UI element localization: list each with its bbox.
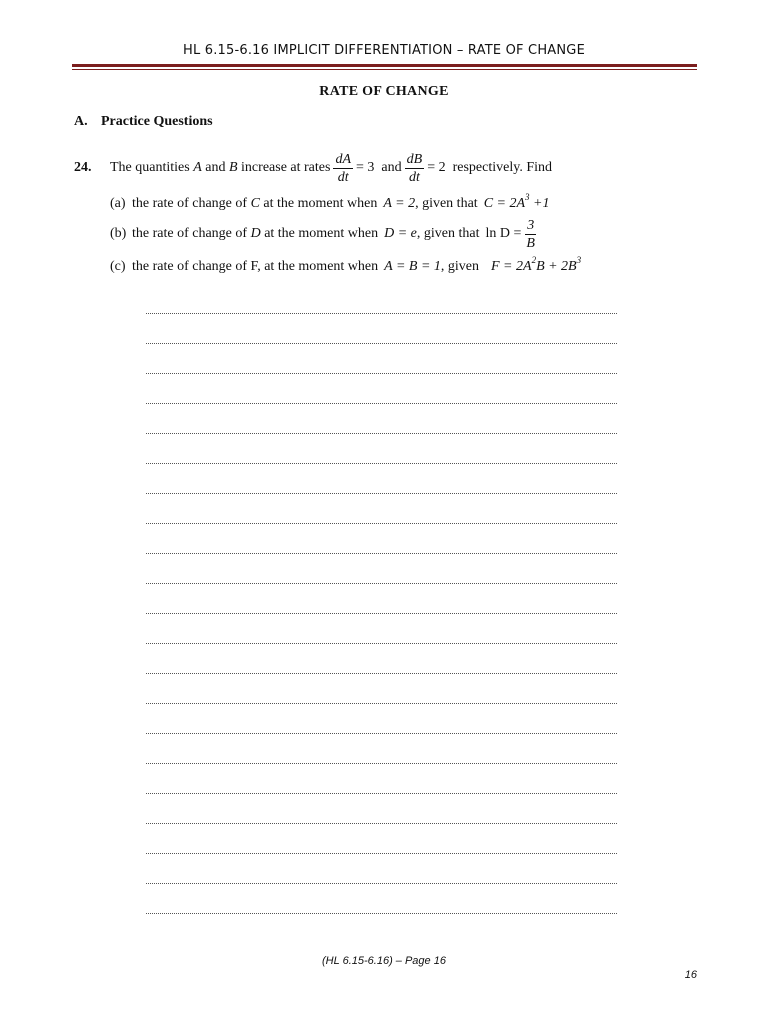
part-label: (a) — [110, 196, 126, 211]
answer-line[interactable] — [146, 583, 617, 613]
intro-and-2: and — [381, 160, 402, 175]
question-intro — [110, 146, 552, 190]
answer-line[interactable] — [146, 793, 617, 823]
rate-b-value: = 2 — [427, 160, 446, 175]
part-condition: D = e — [384, 226, 417, 241]
answer-line[interactable] — [146, 553, 617, 583]
part-text-2: at the moment when — [264, 226, 379, 241]
answer-line[interactable] — [146, 703, 617, 733]
answer-line[interactable] — [146, 733, 617, 763]
part-label: (c) — [110, 259, 126, 274]
answer-line[interactable] — [146, 853, 617, 883]
header-rule-thin — [72, 69, 697, 70]
part-text-2: at the moment when — [263, 196, 378, 211]
answer-line[interactable] — [146, 613, 617, 643]
answer-line[interactable] — [146, 373, 617, 403]
rate-a-value: = 3 — [356, 160, 375, 175]
formula-exponent-2: 3 — [576, 255, 582, 265]
answer-lines — [146, 313, 617, 943]
var-a: A — [193, 160, 202, 175]
fraction-denominator: B — [526, 235, 535, 251]
formula-lhs: C = 2A — [483, 196, 526, 211]
part-var: C — [250, 196, 260, 211]
intro-and: and — [205, 160, 226, 175]
part-text: the rate of change of — [132, 226, 248, 241]
intro-text-start: The quantities — [110, 160, 190, 175]
part-condition: A = B = 1 — [384, 259, 441, 274]
page-number: 16 — [684, 969, 697, 981]
answer-line[interactable] — [146, 493, 617, 523]
formula-rest: +1 — [529, 196, 550, 211]
sub-heading — [74, 114, 213, 130]
intro-increase: increase at rates — [241, 160, 331, 175]
part-label: (b) — [110, 226, 127, 241]
part-formula — [486, 226, 522, 242]
part-var: D — [250, 226, 261, 241]
intro-ending: respectively. Find — [452, 160, 552, 175]
sub-heading-text: Practice Questions — [101, 114, 213, 129]
part-c — [110, 257, 581, 277]
answer-line[interactable] — [146, 523, 617, 553]
answer-line[interactable] — [146, 403, 617, 433]
fraction-denominator: dt — [408, 169, 420, 185]
answer-line[interactable] — [146, 673, 617, 703]
answer-line[interactable] — [146, 343, 617, 373]
part-formula — [491, 255, 582, 275]
answer-line[interactable] — [146, 433, 617, 463]
part-a — [110, 194, 549, 214]
answer-line[interactable] — [146, 883, 617, 913]
part-given: , given — [440, 259, 479, 274]
formula-exponent: 2 — [531, 255, 537, 265]
answer-line[interactable] — [146, 313, 617, 343]
part-b — [110, 216, 540, 252]
section-title: RATE OF CHANGE — [319, 84, 449, 99]
page-footer: (HL 6.15-6.16) – Page 16 — [322, 955, 446, 967]
part-given: , given that — [416, 226, 480, 241]
fraction-numerator: dB — [406, 151, 423, 167]
fraction-da-dt — [333, 151, 353, 186]
answer-line[interactable] — [146, 823, 617, 853]
formula-mid: B + 2B — [536, 259, 577, 274]
question-number: 24. — [74, 160, 92, 175]
part-text: the rate of change of F, at the moment when — [132, 259, 379, 274]
answer-line[interactable] — [146, 763, 617, 793]
sub-heading-letter: A. — [74, 114, 88, 129]
var-b: B — [228, 160, 238, 175]
fraction-numerator: dA — [335, 151, 351, 167]
part-given: , given that — [415, 196, 478, 211]
answer-line[interactable] — [146, 463, 617, 493]
part-text: the rate of change of — [132, 196, 248, 211]
answer-line[interactable] — [146, 913, 617, 943]
part-condition: A = 2 — [383, 196, 416, 211]
part-formula — [483, 192, 550, 212]
formula-lhs: ln D = — [485, 226, 522, 241]
fraction-3-over-b — [524, 217, 537, 252]
formula-exponent: 3 — [525, 192, 530, 202]
header-rule-thick — [72, 64, 697, 67]
formula-lhs: F = 2A — [491, 259, 532, 274]
answer-line[interactable] — [146, 643, 617, 673]
fraction-numerator: 3 — [527, 217, 535, 233]
header-title: HL 6.15-6.16 IMPLICIT DIFFERENTIATION – RATE OF CHANGE — [182, 43, 586, 58]
fraction-db-dt — [405, 151, 425, 186]
fraction-denominator: dt — [337, 169, 349, 185]
